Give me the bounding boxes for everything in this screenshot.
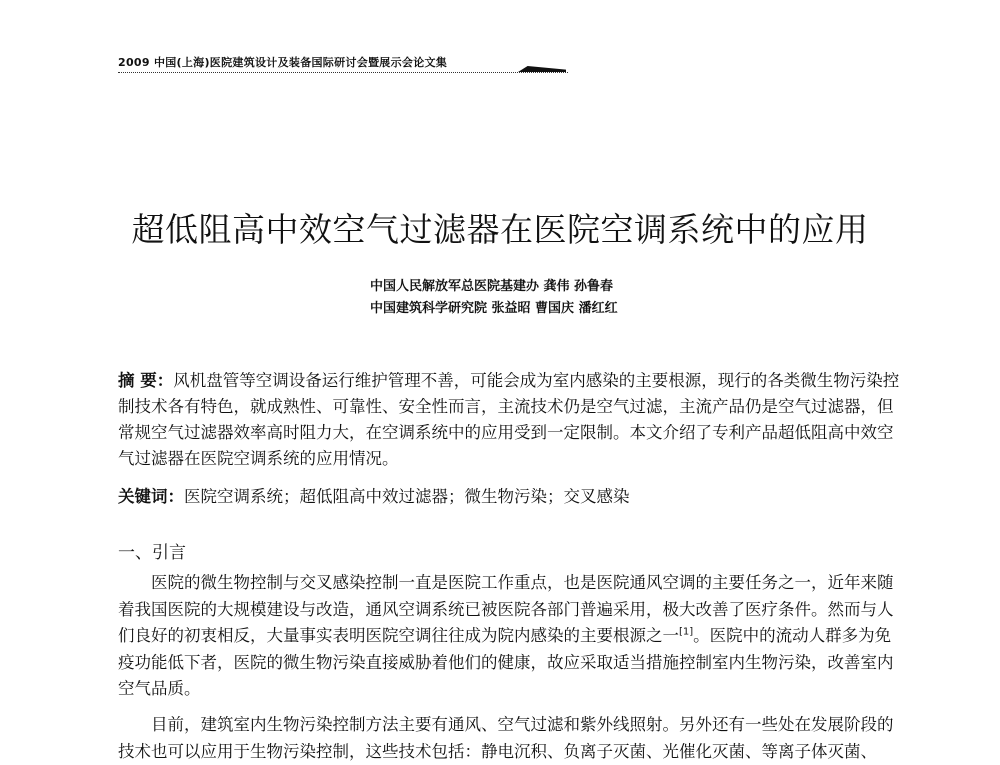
- author-block: [370, 276, 618, 320]
- intro-paragraph-2: 目前，建筑室内生物污染控制方法主要有通风、空气过滤和紫外线照射。另外还有一些处在发展阶段的技术也可以应用于生物污染控制，这些技术包括：静电沉积、负离子灭菌、光催化灭菌、等离子体灭菌、: [118, 715, 894, 761]
- abstract-text: 风机盘管等空调设备运行维护管理不善，可能会成为室内感染的主要根源，现行的各类微生物污染控制技术各有特色，就成熟性、可靠性、安全性而言，主流技术仍是空气过滤，主流产品仍是空气过滤器，但常规空气过滤器效率高时阻力大，在空调系统中的应用受到一定限制。本文介绍了专利产品超低阻高中效空气过滤器在医院空调系统的应用情况。: [118, 371, 900, 468]
- keywords-text: 医院空调系统；超低阻高中效过滤器；微生物污染；交叉感染: [184, 487, 630, 506]
- keywords-label: 关键词：: [118, 487, 184, 506]
- intro-paragraph-1-continuation: 。医院中的流动人群多为免疫功能低下者，医院的微生物污染直接威胁着他们的健康，故应采取适当措施控制室内生物污染，改善室内空气品质。: [118, 626, 894, 698]
- abstract: [118, 368, 903, 472]
- abstract-label: 摘 要：: [118, 371, 174, 390]
- keywords: [118, 484, 903, 510]
- intro-paragraph-1-text: 医院的微生物控制与交叉感染控制一直是医院工作重点，也是医院通风空调的主要任务之一，近年来随着我国医院的大规模建设与改造，通风空调系统已被医院各部门普遍采用，极大改善了医疗条件。然而与人们良好的初衷相反，大量事实表明医院空调往往成为院内感染的主要根源之一: [118, 573, 894, 645]
- section-heading-introduction: 一、引言: [118, 543, 186, 563]
- author-line-2: 中国建筑科学研究院 张益昭 曹国庆 潘红红: [370, 301, 618, 316]
- header-wedge-decoration: [518, 66, 566, 72]
- paper-title: 超低阻高中效空气过滤器在医院空调系统中的应用: [131, 210, 869, 249]
- header-rule: [118, 72, 568, 73]
- intro-paragraph-1: [118, 570, 903, 703]
- running-header: 2009 中国(上海)医院建筑设计及装备国际研讨会暨展示会论文集: [118, 56, 448, 69]
- author-line-1: 中国人民解放军总医院基建办 龚伟 孙鲁春: [370, 279, 614, 294]
- citation-ref-1: [1]: [679, 626, 694, 638]
